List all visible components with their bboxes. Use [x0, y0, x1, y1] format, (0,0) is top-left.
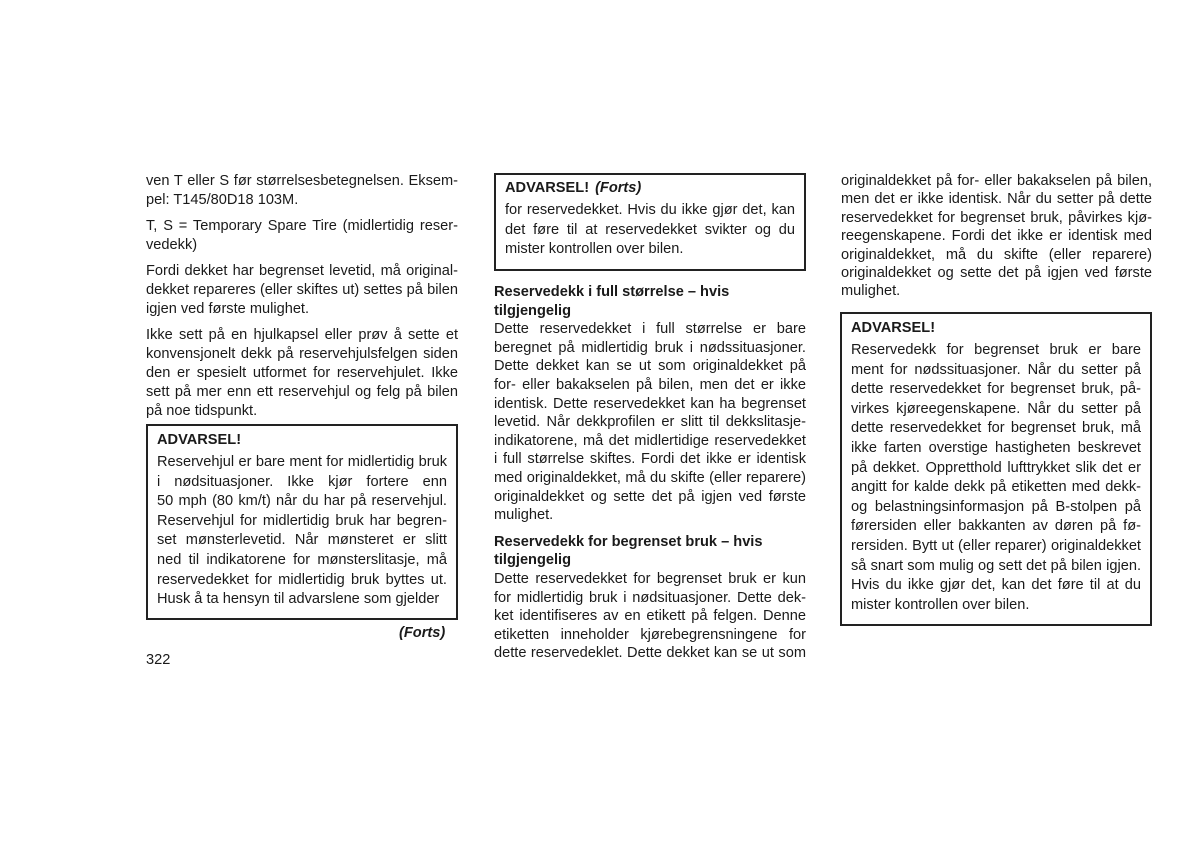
- text-line: originaldekket på for- eller bakakselen på bilen,: [841, 173, 1152, 189]
- paragraph-spare-designation: [146, 172, 458, 210]
- text-line: det føre til at reservedekket svikter og du: [505, 221, 795, 238]
- text-line: Hvis du ikke gjør det, kan det føre til at du: [851, 577, 1141, 594]
- section-heading: tilgjengelig: [494, 552, 572, 569]
- warning-box: [840, 312, 1152, 626]
- warning-title: ADVARSEL!: [851, 320, 936, 336]
- text-line: etiketten inneholder kjørebegrensningene for: [494, 626, 806, 643]
- page-number: 322: [146, 652, 171, 668]
- text-line: men det er ikke identisk. Når du setter på dette: [841, 191, 1152, 208]
- section-heading: Reservedekk for begrenset bruk – hvis: [494, 533, 763, 550]
- section-full-size-spare: [494, 283, 806, 525]
- text-line: Dette reservedekket for begrenset bruk er kun: [494, 570, 806, 587]
- text-line: 50 mph (80 km/t) når du har på reservehjul.: [157, 493, 447, 510]
- column-3: [841, 172, 1152, 308]
- text-line: Reservehjul er bare ment for midlertidig bruk: [157, 454, 447, 470]
- text-line: indikatorene, må det midlertidige reservedekket: [494, 432, 806, 449]
- text-line: for- eller bakakselen på bilen, men det er ikke: [494, 376, 806, 393]
- text-line: for reservedekket. Hvis du ikke gjør det, kan: [505, 202, 795, 218]
- text-line: reservedekket for midlertidig bruk byttes ut.: [157, 571, 447, 588]
- text-line: originaldekket og sette det på igjen ved første: [841, 265, 1152, 282]
- text-line: med originaldekket, må du skifte (eller reparere): [494, 469, 806, 486]
- warning-title: [505, 180, 795, 196]
- text-line: konvensjonelt dekk på reservehjulsfelgen siden: [146, 346, 458, 362]
- text-line: angitt for kalde dekk på etiketten med dekk-: [851, 479, 1141, 496]
- warning-title: ADVARSEL!: [157, 432, 242, 448]
- column-1: [146, 172, 458, 428]
- text-line: mister kontrollen over bilen.: [851, 596, 1030, 613]
- text-line: ket identifiseres av en etikett på felgen. Denne: [494, 608, 806, 625]
- section-heading: tilgjengelig: [494, 302, 572, 319]
- text-line: virkes kjøreegenskapene. Når du setter på: [851, 400, 1141, 417]
- paragraph-temporary-spare: [146, 217, 458, 255]
- text-line: ikke farten overstige hastigheten beskrevet: [851, 439, 1141, 456]
- text-line: reservedekket for begrenset bruk, påvirkes kjø-: [841, 209, 1152, 226]
- text-line: i full størrelse skiftes. Fordi det ikke er identisk: [494, 451, 806, 468]
- text-line: Dette reservedekket i full størrelse er bare: [494, 321, 806, 338]
- text-line: på dekket. Oppretthold lufttrykket slik det er: [851, 459, 1141, 476]
- text-line: reegenskapene. Fordi det ikke er identisk med: [841, 228, 1152, 245]
- text-line: dekket repareres (eller skiftes ut) settes på bilen: [146, 282, 458, 298]
- text-line: sett på mer enn ett reservehjul og felg på bilen: [146, 384, 458, 400]
- text-line: vedekk): [146, 237, 198, 253]
- section-limited-use-spare: [494, 533, 806, 663]
- text-line: Dette dekket kan se ut som originaldekket på: [494, 358, 806, 375]
- text-line: på noe tidspunkt.: [146, 403, 258, 419]
- text-line: beregnet på midlertidig bruk i nødssituasjoner.: [494, 339, 806, 356]
- text-line: dette reservedekket for begrenset bruk, må: [851, 420, 1141, 437]
- text-line: den er spesielt utformet for reservehjulet. Ikke: [146, 365, 458, 381]
- text-line: så snart som mulig og sett det på bilen igjen.: [851, 557, 1141, 574]
- text-line: dette reservedekket for begrenset bruk, på-: [851, 381, 1141, 398]
- paragraph-hubcap-warning: [146, 326, 458, 421]
- warning-text: [505, 201, 795, 260]
- warning-title-text: ADVARSEL!: [505, 180, 590, 196]
- text-line: igjen ved første mulighet.: [146, 301, 310, 317]
- text-line: pel: T145/80D18 103M.: [146, 192, 299, 208]
- text-line: originaldekket, må du skifte (eller reparere): [841, 246, 1152, 263]
- text-line: førersiden eller bakkanten av døren på fø-: [851, 518, 1141, 535]
- text-line: Reservedekk for begrenset bruk er bare: [851, 342, 1141, 358]
- text-line: identisk. Dette reservedekket kan ha begrenset: [494, 395, 806, 412]
- text-line: Husk å ta hensyn til advarslene som gjelder: [157, 591, 440, 608]
- warning-continued-label: (Forts): [595, 180, 642, 196]
- paragraph-limited-use-handling: [841, 172, 1152, 301]
- text-line: mulighet.: [841, 283, 901, 300]
- text-line: for midlertidig bruk i nødsituasjoner. Dette dek-: [494, 589, 806, 606]
- text-line: ned til indikatorene for mønsterslitasje, må: [157, 551, 447, 568]
- text-line: ment for nødssituasjoner. Når du setter på: [851, 361, 1141, 378]
- section-heading: Reservedekk i full størrelse – hvis: [494, 284, 730, 300]
- text-line: rersiden. Bytt ut (eller reparer) originaldekket: [851, 537, 1141, 554]
- text-line: og belastningsinformasjon på B-stolpen på: [851, 498, 1141, 515]
- text-line: set mønsterlevetid. Når mønsteret er slitt: [157, 532, 447, 549]
- text-line: Ikke sett på en hjulkapsel eller prøv å sette et: [146, 327, 458, 343]
- continued-label: (Forts): [399, 625, 446, 641]
- text-line: ven T eller S før størrelsesbetegnelsen. Eksem-: [146, 173, 458, 189]
- text-line: T, S = Temporary Spare Tire (midlertidig reser-: [146, 218, 458, 234]
- warning-box: [146, 424, 458, 620]
- warning-box-continued: [494, 173, 806, 271]
- warning-text: [157, 453, 447, 610]
- warning-text: [851, 341, 1141, 615]
- text-line: mulighet.: [494, 507, 554, 524]
- column-2: [494, 283, 806, 663]
- text-line: Fordi dekket har begrenset levetid, må original-: [146, 263, 458, 279]
- text-line: levetid. Når dekkprofilen er slitt til dekkslitasje-: [494, 414, 806, 431]
- text-line: mister kontrollen over bilen.: [505, 241, 684, 258]
- text-line: i nødsituasjoner. Ikke kjør fortere enn: [157, 473, 447, 490]
- paragraph-limited-lifetime: [146, 262, 458, 319]
- text-line: originaldekket og sette det på igjen ved første: [494, 488, 806, 505]
- text-line: Reservehjul for midlertidig bruk har begren-: [157, 512, 447, 529]
- text-line: dette reservedeklet. Dette dekket kan se ut som: [494, 645, 806, 662]
